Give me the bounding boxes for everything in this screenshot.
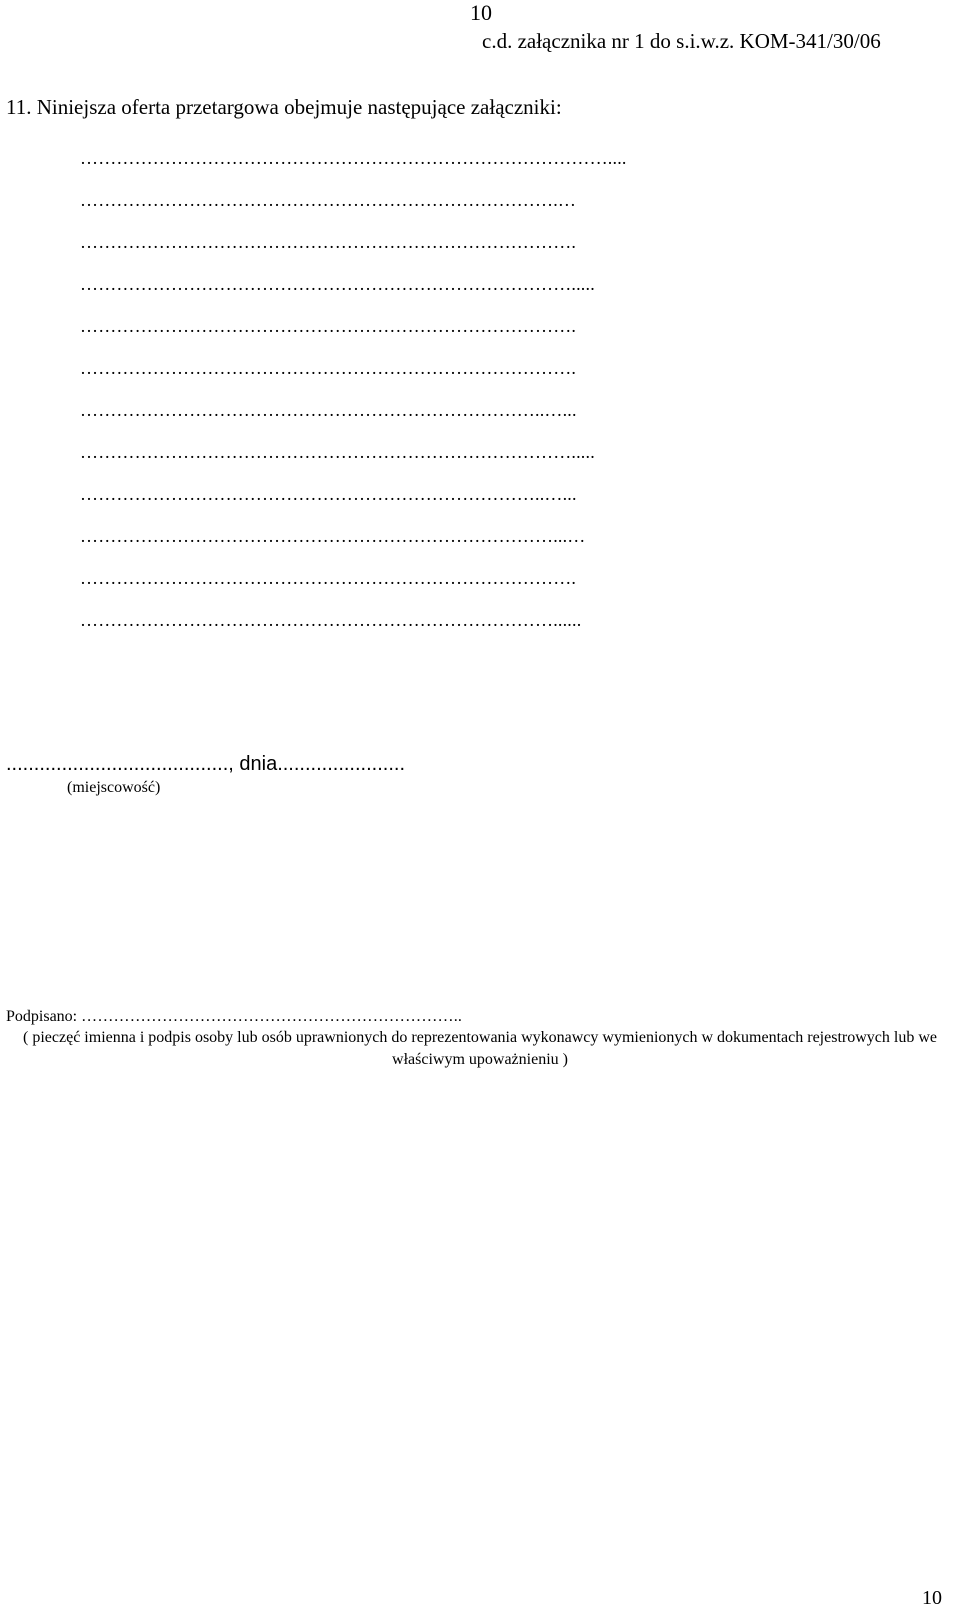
attachment-line-6[interactable]: ………………………………………………………………………. <box>80 358 577 378</box>
place-date-field[interactable]: ........................................, dnia....................... <box>6 753 405 775</box>
signature-label: Podpisano: <box>6 1008 78 1025</box>
attachment-line-5[interactable]: ………………………………………………………………………. <box>80 316 577 336</box>
attachment-line-8[interactable]: ………………………………………………………………………..... <box>80 442 595 462</box>
section-heading: 11. Niniejsza oferta przetargowa obejmuje następujące załączniki: <box>6 95 562 119</box>
attachment-line-12[interactable]: ……………………………………………………………………...... <box>80 610 582 630</box>
place-label: (miejscowość) <box>67 779 161 796</box>
attachments-list <box>80 148 920 652</box>
attachment-line-2[interactable]: …………………………………………………………………….… <box>80 190 577 210</box>
attachment-line-9[interactable]: …………………………………………………………………..…... <box>80 484 577 504</box>
attachment-line-1[interactable]: …………………………………………………………………………….... <box>80 148 627 168</box>
signature-field[interactable]: …………………………………………………………….. <box>81 1008 463 1025</box>
attachment-line-11[interactable]: ………………………………………………………………………. <box>80 568 577 588</box>
page-number-top: 10 <box>470 0 492 25</box>
attachment-line-7[interactable]: …………………………………………………………………..…... <box>80 400 577 420</box>
signature-line <box>6 1007 462 1027</box>
attachment-reference: c.d. załącznika nr 1 do s.i.w.z. KOM-341/30/06 <box>482 29 881 53</box>
attachment-line-4[interactable]: ………………………………………………………………………..... <box>80 274 595 294</box>
signature-note: ( pieczęć imienna i podpis osoby lub osób uprawnionych do reprezentowania wykonawcy wymienionych w dokumentach rejestrowych lub we właściwym upoważnieniu ) <box>23 1029 937 1068</box>
attachment-line-10[interactable]: ……………………………………………………………………...… <box>80 526 586 546</box>
attachment-line-3[interactable]: ………………………………………………………………………. <box>80 232 577 252</box>
page-number-bottom: 10 <box>922 1587 942 1609</box>
